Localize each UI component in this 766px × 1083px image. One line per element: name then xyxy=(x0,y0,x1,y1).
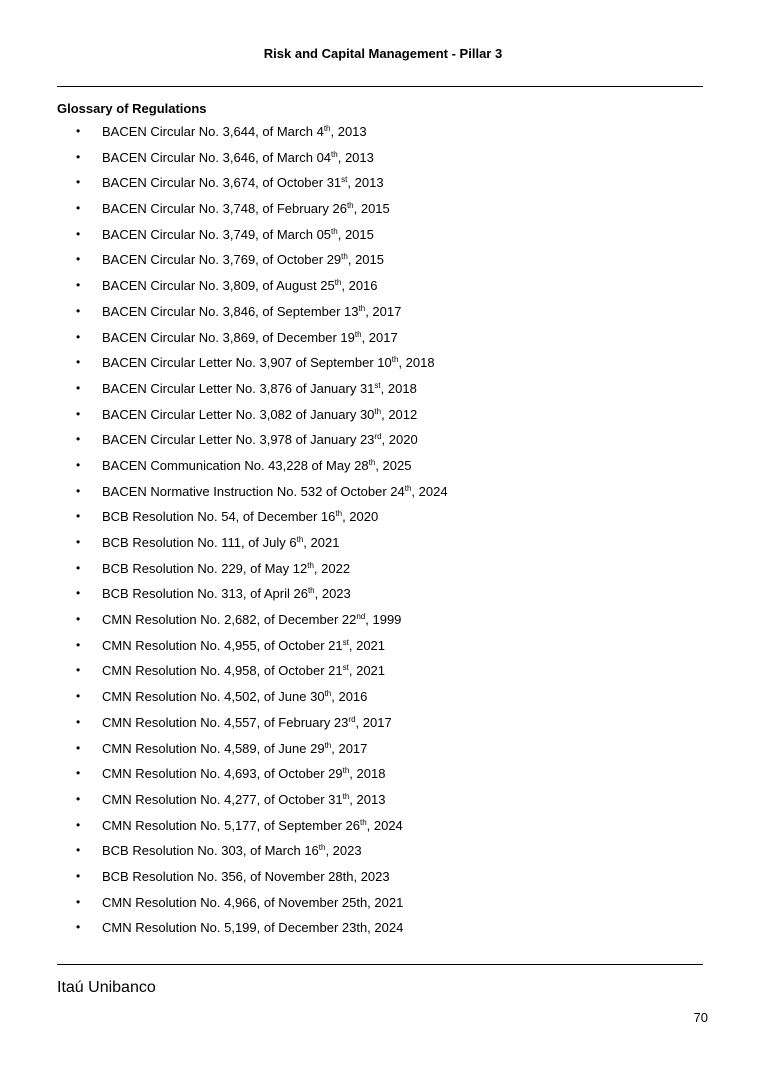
ordinal-suffix: th xyxy=(359,817,367,827)
ordinal-suffix: th xyxy=(334,278,342,288)
regulation-text-main: CMN Resolution No. 4,958, of October 21 xyxy=(102,663,343,679)
regulation-year: , 2017 xyxy=(361,329,398,345)
regulation-text-main: BACEN Circular Letter No. 3,907 of September 10 xyxy=(102,355,392,371)
regulation-text xyxy=(102,581,351,607)
regulation-text xyxy=(102,222,374,248)
bullet-icon: • xyxy=(76,894,81,909)
bullet-icon: • xyxy=(76,226,81,241)
regulation-text xyxy=(102,170,384,196)
regulation-year: , 1999 xyxy=(365,612,402,628)
ordinal-suffix: th xyxy=(346,201,354,211)
regulation-text-main: BACEN Circular No. 3,748, of February 26 xyxy=(102,201,347,217)
regulation-year: , 2013 xyxy=(349,791,386,807)
regulation-text xyxy=(102,402,417,428)
regulation-text-main: BACEN Circular No. 3,646, of March 04 xyxy=(102,149,332,165)
regulation-text-main: BACEN Circular Letter No. 3,876 of January 31 xyxy=(102,380,375,396)
footer-divider xyxy=(57,964,703,965)
footer-company-name: Itaú Unibanco xyxy=(57,979,156,996)
bullet-icon: • xyxy=(76,355,81,370)
regulation-text-main: BCB Resolution No. 229, of May 12 xyxy=(102,560,308,576)
regulation-text-main: CMN Resolution No. 5,199, of December 23th, 2024 xyxy=(102,920,404,936)
regulation-text xyxy=(102,864,390,890)
ordinal-suffix: th xyxy=(331,149,338,159)
regulation-year: , 2018 xyxy=(380,380,417,396)
regulation-year: , 2015 xyxy=(347,252,384,268)
regulation-text-main: BACEN Circular No. 3,644, of March 4 xyxy=(102,124,324,139)
bullet-icon: • xyxy=(76,483,81,498)
header-divider xyxy=(57,86,703,87)
section-title: Glossary of Regulations xyxy=(57,101,207,116)
regulation-year: , 2017 xyxy=(365,303,402,319)
regulation-text xyxy=(102,787,385,813)
regulation-text-main: CMN Resolution No. 4,955, of October 21 xyxy=(102,637,343,653)
regulation-year: , 2015 xyxy=(353,201,390,217)
regulation-year: , 2023 xyxy=(325,843,362,859)
ordinal-suffix: st xyxy=(342,663,349,673)
bullet-icon: • xyxy=(76,817,81,832)
regulation-text-main: BCB Resolution No. 111, of July 6 xyxy=(102,535,297,550)
ordinal-suffix: th xyxy=(341,252,348,262)
ordinal-suffix: th xyxy=(296,535,304,544)
regulation-text xyxy=(102,376,417,402)
ordinal-suffix: st xyxy=(342,637,349,647)
ordinal-suffix: rd xyxy=(348,714,356,724)
bullet-icon: • xyxy=(76,612,81,627)
regulation-year: , 2018 xyxy=(349,766,386,782)
bullet-icon: • xyxy=(76,303,81,318)
regulation-text xyxy=(102,325,398,351)
regulation-text xyxy=(102,299,401,325)
regulation-text xyxy=(102,658,385,684)
ordinal-suffix: th xyxy=(324,689,332,699)
regulation-year: , 2013 xyxy=(347,175,384,191)
regulation-text xyxy=(102,633,385,659)
regulation-text xyxy=(102,273,378,299)
regulation-text xyxy=(102,838,362,864)
bullet-icon: • xyxy=(76,843,81,858)
regulation-text-main: BACEN Circular No. 3,869, of December 19 xyxy=(102,329,355,345)
bullet-icon: • xyxy=(76,380,81,395)
ordinal-suffix: th xyxy=(368,457,376,467)
regulation-year: , 2021 xyxy=(303,535,340,550)
regulation-year: , 2012 xyxy=(381,406,418,422)
ordinal-suffix: nd xyxy=(356,612,366,622)
regulation-text xyxy=(102,247,384,273)
regulation-text-main: CMN Resolution No. 5,177, of September 26 xyxy=(102,817,360,833)
regulation-year: , 2013 xyxy=(330,124,367,139)
bullet-icon: • xyxy=(76,560,81,575)
bullet-icon: • xyxy=(76,329,81,344)
bullet-icon: • xyxy=(76,175,81,190)
regulation-text xyxy=(102,915,403,941)
ordinal-suffix: th xyxy=(307,586,315,596)
regulation-year: , 2018 xyxy=(398,355,435,371)
regulation-year: , 2025 xyxy=(375,457,412,473)
regulation-text xyxy=(102,119,367,145)
regulation-text-main: BCB Resolution No. 54, of December 16 xyxy=(102,509,336,525)
ordinal-suffix: th xyxy=(358,303,366,313)
regulation-year: , 2016 xyxy=(341,278,378,294)
bullet-icon: • xyxy=(76,689,81,704)
bullet-icon: • xyxy=(76,714,81,729)
regulation-text-main: CMN Resolution No. 4,966, of November 25th, 2021 xyxy=(102,894,404,910)
regulation-text xyxy=(102,736,367,762)
regulation-text-main: CMN Resolution No. 4,557, of February 23 xyxy=(102,714,349,730)
regulation-text xyxy=(102,607,401,633)
regulation-text xyxy=(102,556,350,582)
regulation-text xyxy=(102,453,411,479)
regulation-text xyxy=(102,427,418,453)
regulation-year: , 2021 xyxy=(348,663,386,679)
regulation-text xyxy=(102,710,392,736)
bullet-icon: • xyxy=(76,637,81,652)
bullet-icon: • xyxy=(76,149,81,164)
regulation-text-main: BACEN Circular No. 3,749, of March 05 xyxy=(102,226,332,242)
regulation-text xyxy=(102,530,339,556)
ordinal-suffix: th xyxy=(354,329,362,339)
bullet-icon: • xyxy=(76,535,81,549)
regulation-year: , 2024 xyxy=(366,817,403,833)
bullet-icon: • xyxy=(76,278,81,293)
regulation-year: , 2017 xyxy=(355,714,392,730)
bullet-icon: • xyxy=(76,201,81,216)
regulation-text-main: BACEN Circular Letter No. 3,978 of January 23 xyxy=(102,432,375,448)
regulation-year: , 2023 xyxy=(314,586,351,602)
regulation-year: , 2022 xyxy=(313,560,351,576)
regulation-text xyxy=(102,684,367,710)
regulation-text-main: BACEN Circular No. 3,769, of October 29 xyxy=(102,252,342,268)
bullet-icon: • xyxy=(76,457,81,472)
ordinal-suffix: th xyxy=(391,355,399,365)
regulation-text-main: BACEN Circular Letter No. 3,082 of January 30 xyxy=(102,406,375,422)
regulation-text-main: CMN Resolution No. 4,589, of June 29 xyxy=(102,740,325,756)
bullet-icon: • xyxy=(76,252,81,267)
regulation-year: , 2020 xyxy=(381,432,418,448)
regulation-text-main: BCB Resolution No. 313, of April 26 xyxy=(102,586,308,602)
regulation-year: , 2021 xyxy=(348,637,386,653)
bullet-icon: • xyxy=(76,868,81,883)
bullet-icon: • xyxy=(76,432,81,447)
ordinal-suffix: st xyxy=(374,380,381,390)
regulation-year: , 2015 xyxy=(337,226,374,242)
regulation-year: , 2017 xyxy=(331,740,368,756)
regulation-text xyxy=(102,350,435,376)
regulation-year: , 2016 xyxy=(331,689,368,705)
ordinal-suffix: rd xyxy=(374,432,382,442)
regulation-text-main: BACEN Circular No. 3,674, of October 31 xyxy=(102,175,342,191)
regulation-text xyxy=(102,504,378,530)
ordinal-suffix: th xyxy=(307,560,314,570)
regulation-text xyxy=(102,761,385,787)
ordinal-suffix: th xyxy=(331,226,338,236)
regulation-text-main: BCB Resolution No. 356, of November 28th, 2023 xyxy=(102,868,390,884)
regulation-text-main: BACEN Circular No. 3,846, of September 13 xyxy=(102,303,359,319)
page-number: 70 xyxy=(693,1010,708,1025)
page-header-title: Risk and Capital Management - Pillar 3 xyxy=(263,46,503,61)
regulation-text xyxy=(102,145,374,171)
ordinal-suffix: th xyxy=(318,843,326,853)
regulation-text-main: BACEN Normative Instruction No. 532 of October 24 xyxy=(102,483,405,499)
bullet-icon: • xyxy=(76,920,81,935)
regulation-text-main: CMN Resolution No. 2,682, of December 22 xyxy=(102,612,357,628)
regulation-text xyxy=(102,479,448,505)
bullet-icon: • xyxy=(76,766,81,781)
bullet-icon: • xyxy=(76,586,81,601)
bullet-icon: • xyxy=(76,663,81,678)
regulation-text xyxy=(102,813,403,839)
ordinal-suffix: th xyxy=(342,766,350,776)
regulation-text-main: CMN Resolution No. 4,502, of June 30 xyxy=(102,689,325,705)
bullet-icon: • xyxy=(76,791,81,806)
ordinal-suffix: th xyxy=(404,483,412,493)
regulation-text xyxy=(102,890,403,916)
bullet-icon: • xyxy=(76,406,81,421)
regulation-text-main: CMN Resolution No. 4,277, of October 31 xyxy=(102,791,343,807)
regulation-year: , 2024 xyxy=(411,483,448,499)
regulation-year: , 2020 xyxy=(342,509,379,525)
ordinal-suffix: th xyxy=(374,406,382,416)
ordinal-suffix: th xyxy=(324,740,332,750)
ordinal-suffix: th xyxy=(342,791,350,801)
ordinal-suffix: th xyxy=(335,509,343,519)
regulation-text-main: CMN Resolution No. 4,693, of October 29 xyxy=(102,766,343,782)
regulation-year: , 2013 xyxy=(337,149,374,165)
bullet-icon: • xyxy=(76,509,81,524)
regulation-text xyxy=(102,196,390,222)
bullet-icon: • xyxy=(76,740,81,755)
regulation-text-main: BCB Resolution No. 303, of March 16 xyxy=(102,843,319,859)
regulation-text-main: BACEN Circular No. 3,809, of August 25 xyxy=(102,278,335,294)
regulation-text-main: BACEN Communication No. 43,228 of May 28 xyxy=(102,457,369,473)
ordinal-suffix: th xyxy=(323,124,331,133)
bullet-icon: • xyxy=(76,124,81,138)
ordinal-suffix: st xyxy=(341,175,348,185)
